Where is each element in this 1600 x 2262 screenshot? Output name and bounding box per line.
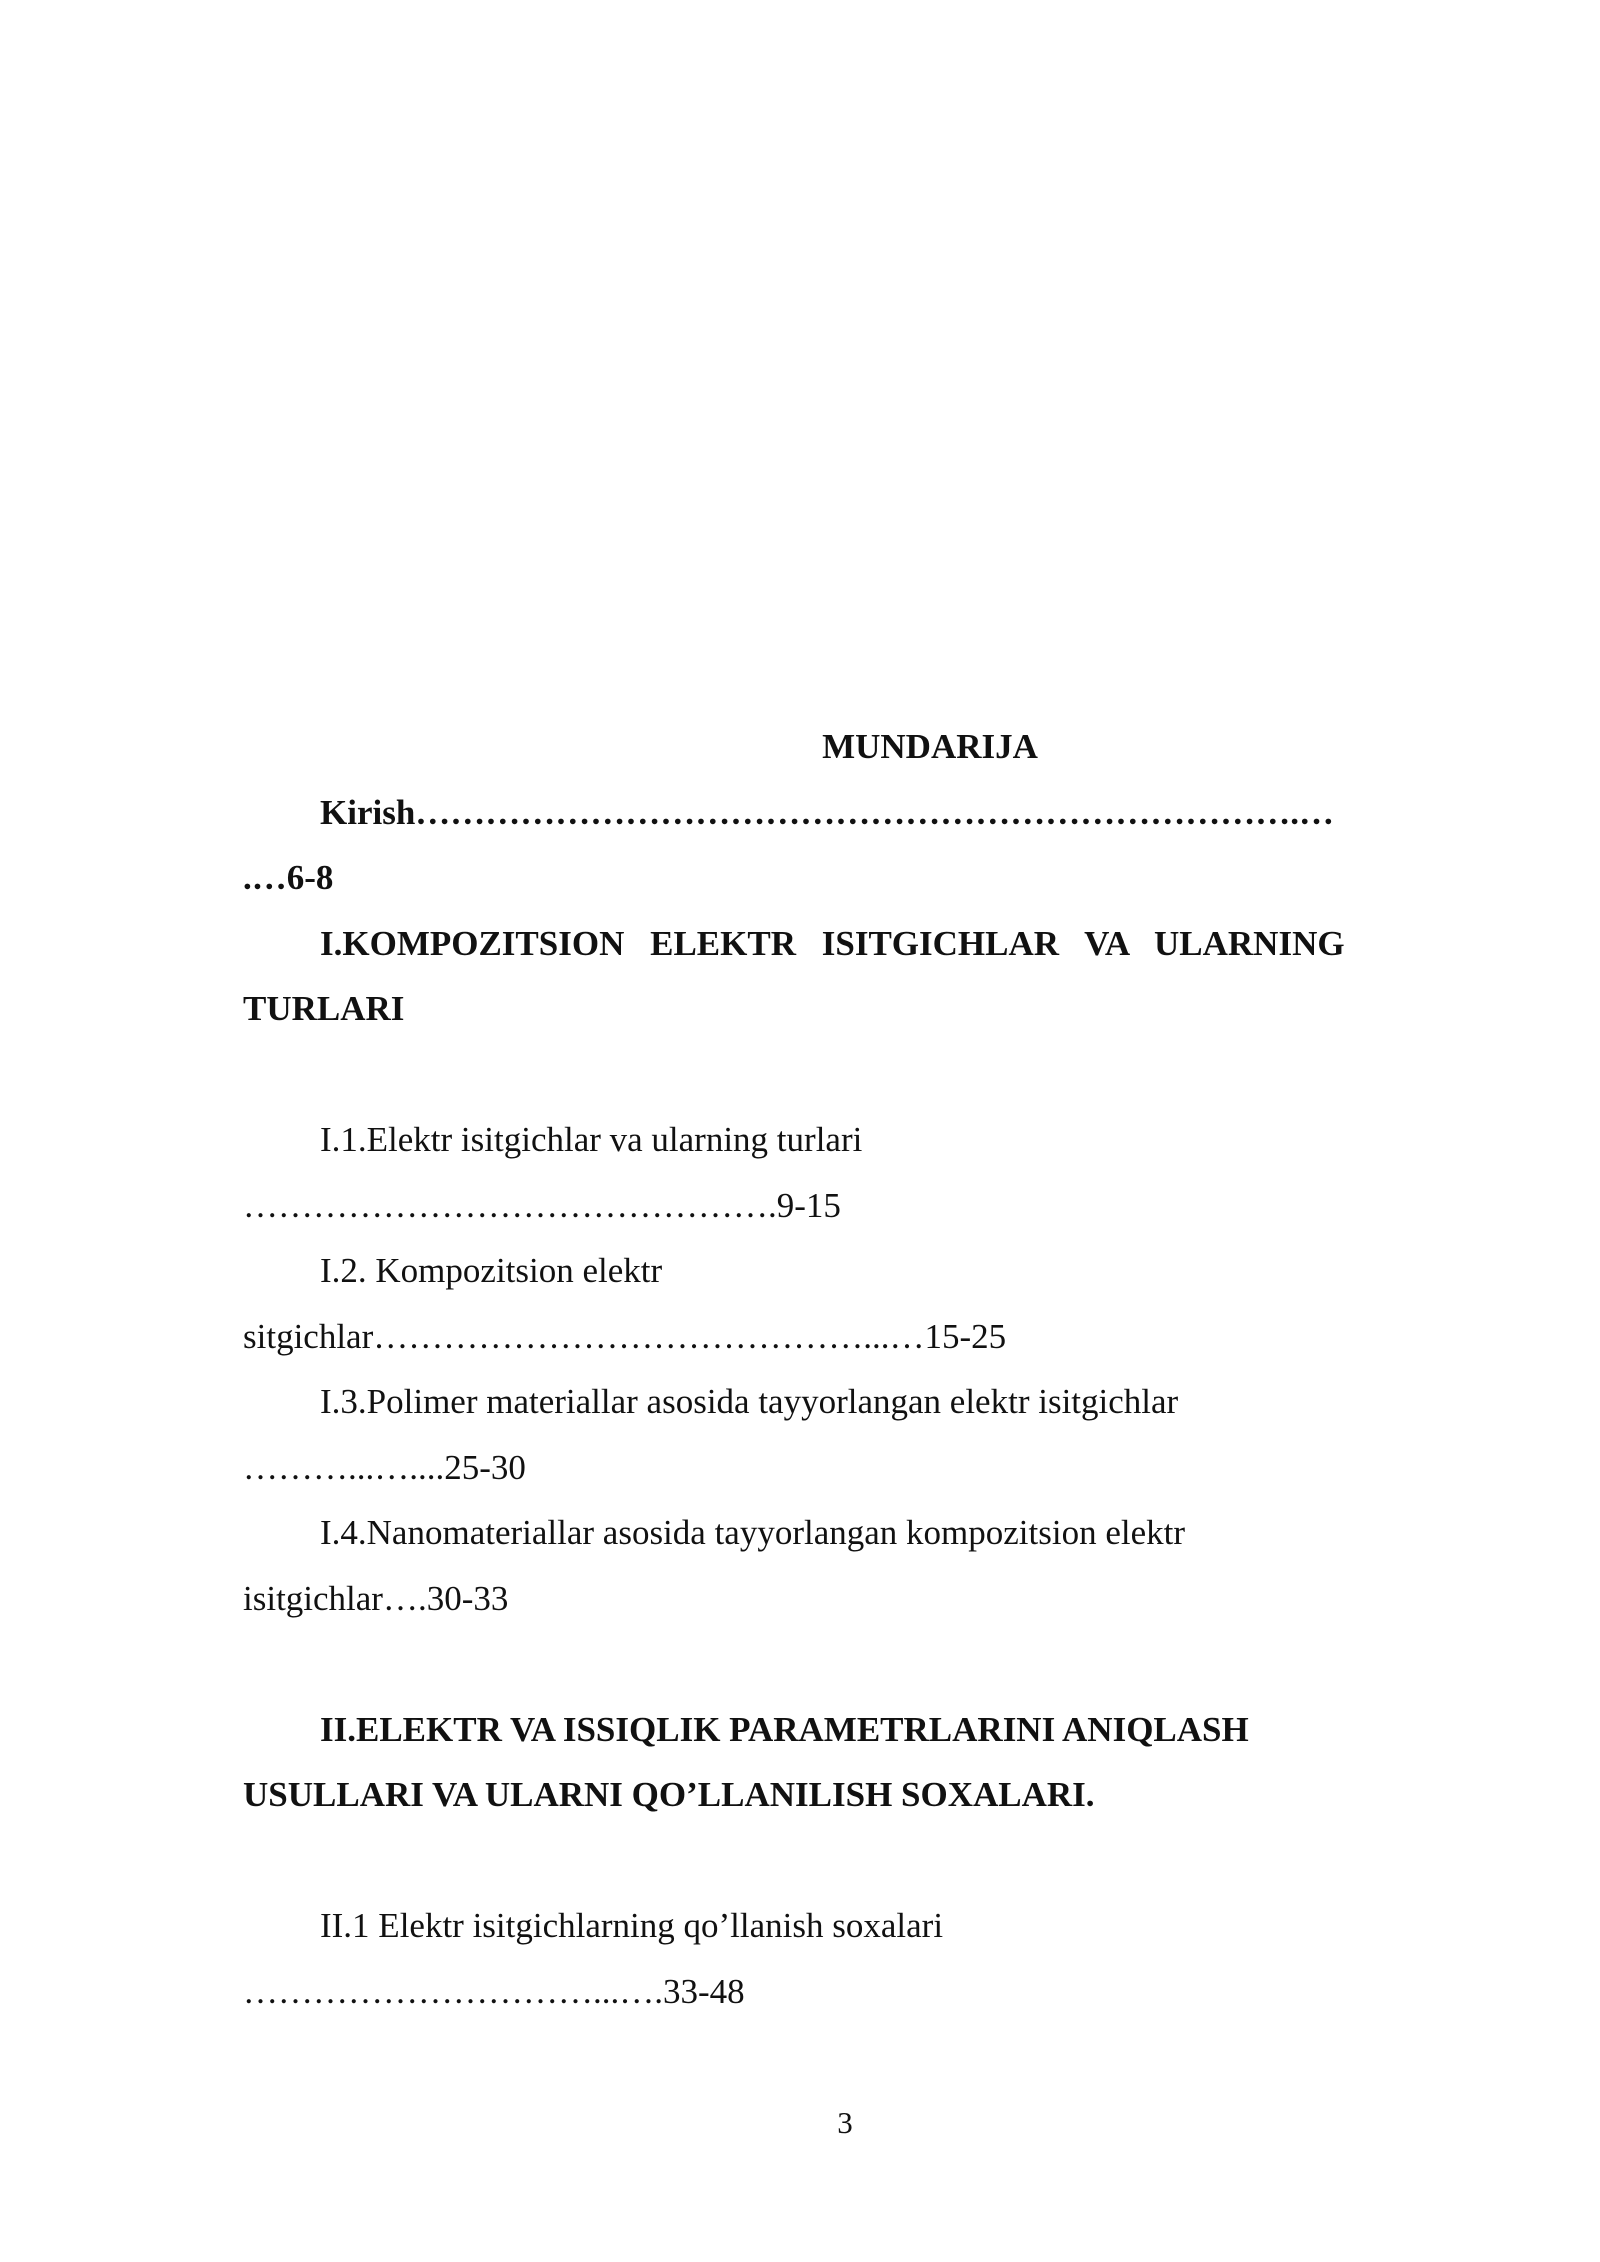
page-number: 3 bbox=[837, 2105, 853, 2140]
toc-intro-dots: ………………………………………………………………….… bbox=[415, 792, 1335, 832]
toc-chapter-1-title-line2: TURLARI bbox=[243, 989, 405, 1028]
toc-chapter-1-title bbox=[243, 911, 1457, 1042]
toc-entry-1-3 bbox=[243, 1369, 1457, 1500]
toc-chapter-2-title bbox=[243, 1697, 1457, 1828]
toc-entry-1-1 bbox=[243, 1107, 1457, 1238]
toc-entry-1-3-pages: ………...…....25-30 bbox=[243, 1447, 526, 1487]
table-of-contents bbox=[243, 714, 1457, 2024]
toc-entry-2-1-title: II.1 Elektr isitgichlarning qo’llanish soxalari bbox=[320, 1906, 944, 1945]
toc-intro-label: Kirish bbox=[320, 792, 416, 832]
toc-intro-pages: .…6-8 bbox=[243, 858, 334, 897]
toc-entry-1-2 bbox=[243, 1238, 1457, 1369]
toc-entry-intro bbox=[243, 780, 1457, 911]
toc-entry-2-1 bbox=[243, 1893, 1457, 2024]
toc-entry-1-2-title: I.2. Kompozitsion elektr bbox=[320, 1251, 663, 1290]
toc-chapter-1-title-line1: I.KOMPOZITSION ELEKTR ISITGICHLAR VA ULARNING bbox=[320, 923, 1345, 963]
toc-chapter-2-title-line2: USULLARI VA ULARNI QO’LLANILISH SOXALARI. bbox=[243, 1775, 1095, 1814]
toc-chapter-2-title-line1: II.ELEKTR VA ISSIQLIK PARAMETRLARINI ANIQLASH bbox=[320, 1709, 1249, 1749]
toc-entry-1-1-title: I.1.Elektr isitgichlar va ularning turlari bbox=[320, 1120, 863, 1159]
toc-entry-1-4-pages: isitgichlar….30-33 bbox=[243, 1578, 509, 1618]
toc-entry-1-4 bbox=[243, 1500, 1457, 1631]
toc-entry-1-4-title: I.4.Nanomateriallar asosida tayyorlangan kompozitsion elektr bbox=[320, 1513, 1186, 1552]
toc-entry-1-3-title: I.3.Polimer materiallar asosida tayyorlangan elektr isitgichlar bbox=[320, 1382, 1179, 1421]
toc-entry-2-1-pages: …………………………...….33-48 bbox=[243, 1971, 745, 2011]
toc-entry-1-1-pages: ……………………………………….9-15 bbox=[243, 1185, 841, 1225]
toc-entry-1-2-pages: sitgichlar……………………………………...…15-25 bbox=[243, 1316, 1007, 1356]
page-title: MUNDARIJA bbox=[822, 727, 1038, 766]
